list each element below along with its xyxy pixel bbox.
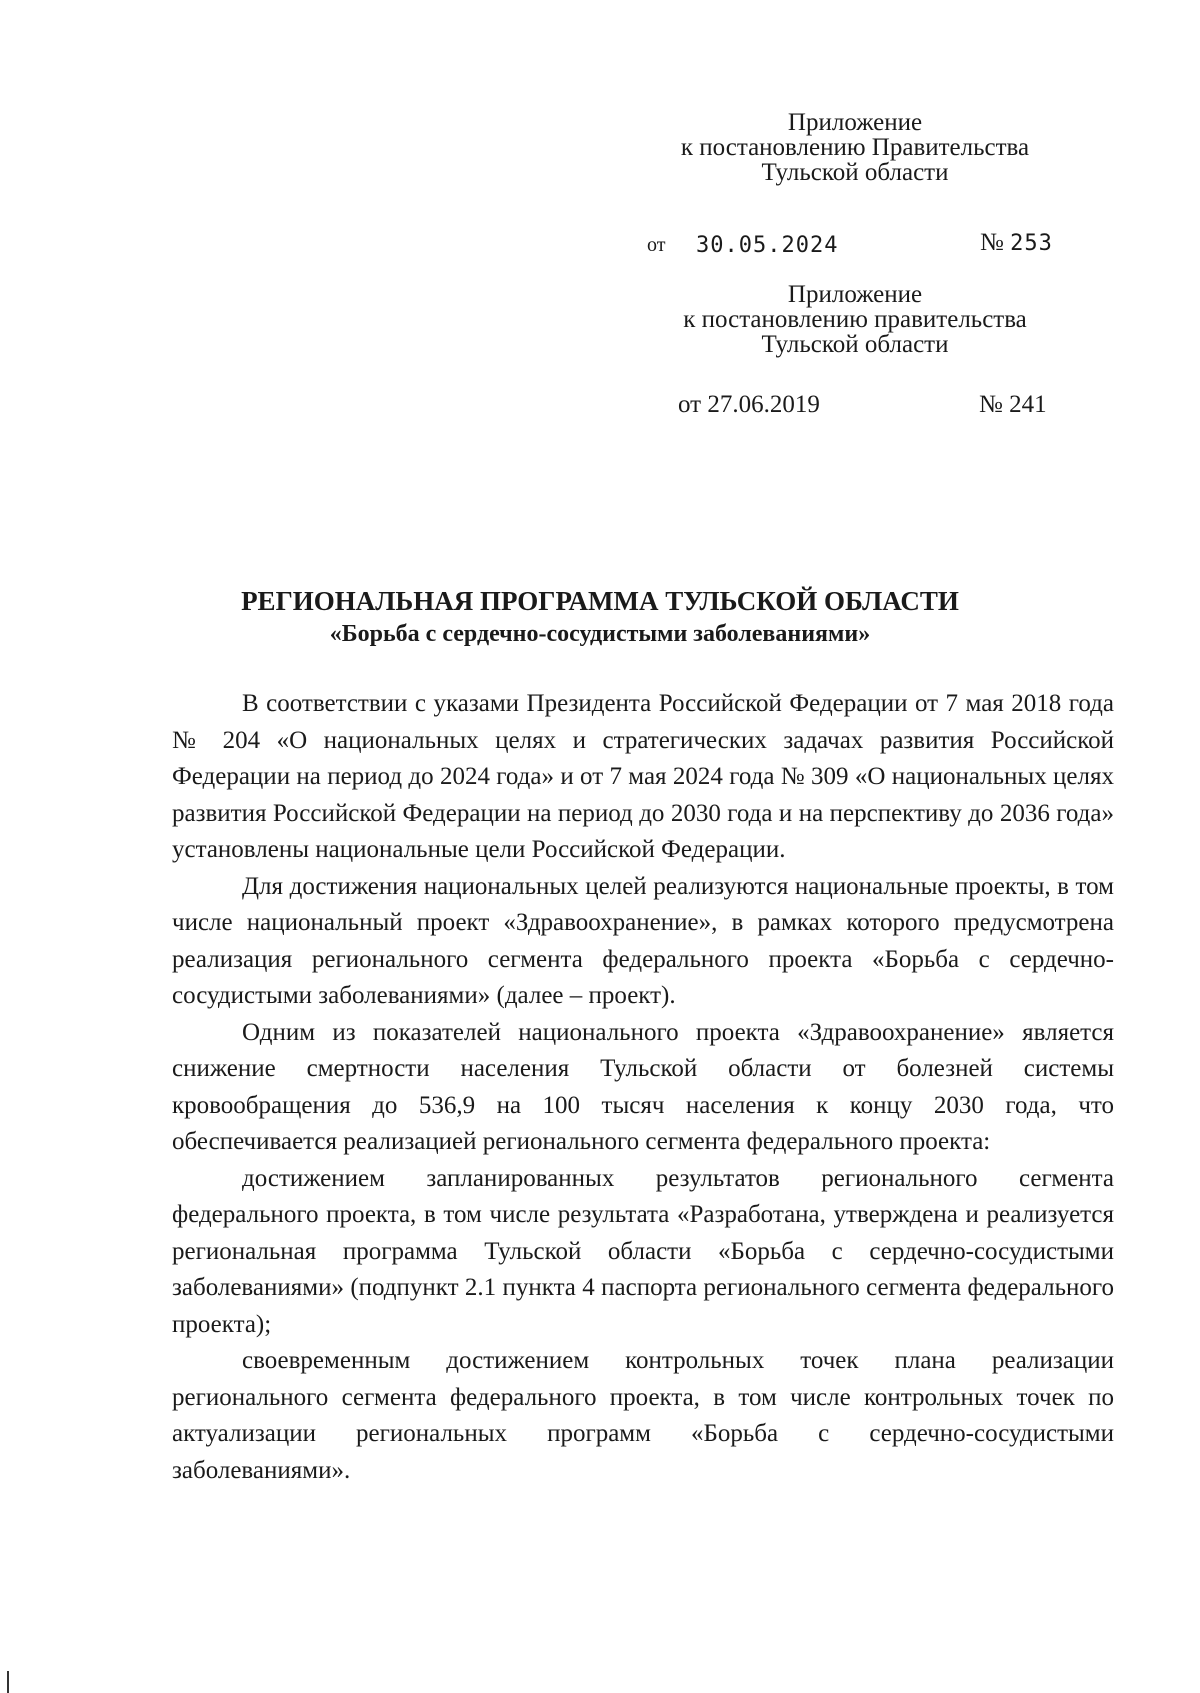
annex-label: Приложение [787, 109, 923, 136]
annex-region-line: Тульской области [761, 331, 949, 358]
annex-new-date-line [647, 230, 665, 258]
program-title: РЕГИОНАЛЬНАЯ ПРОГРАММА ТУЛЬСКОЙ ОБЛАСТИ [241, 586, 959, 616]
date-prefix: от [678, 391, 702, 418]
annex-new-number [980, 229, 1053, 257]
paragraph: своевременным достижением контрольных точек плана реализации регионального сегмента федерального проекта, в том числе контрольных точек по актуализации региональных программ «Борьба с сердечно-сосудистыми заболеваниями». [172, 1347, 1114, 1484]
annex-resolution-line: к постановлению Правительства [680, 134, 1030, 161]
annex-old-date: 27.06.2019 [707, 391, 820, 418]
paragraph: В соответствии с указами Президента Российской Федерации от 7 мая 2018 года № 204 «О национальных целях и стратегических задачах развития Российской Федерации на период до 2024 года» и от 7 мая 2024 года № 309 «О национальных целях развития Российской Федерации на период до 2030 года и на перспективу до 2036 года» установлены национальные цели Российской Федерации. [172, 690, 1114, 863]
number-value: 241 [1009, 391, 1047, 418]
annex-new-date: 30.05.2024 [696, 233, 839, 258]
annex-old-number [979, 391, 1047, 419]
date-prefix: от [647, 234, 666, 256]
paragraph: Для достижения национальных целей реализуются национальные проекты, в том числе национальный проект «Здравоохранение», в рамках которого предусмотрена реализация регионального сегмента федерального проекта «Борьба с сердечно-сосудистыми заболеваниями» (далее – проект). [172, 872, 1114, 1009]
annex-header-old [640, 282, 1070, 357]
number-sign: № [979, 391, 1003, 418]
margin-mark [7, 1671, 9, 1693]
number-sign: № [980, 229, 1004, 256]
program-subtitle: «Борьба с сердечно-сосудистыми заболеваниями» [329, 621, 871, 647]
annex-region-line: Тульской области [761, 159, 949, 186]
annex-label: Приложение [787, 281, 923, 308]
annex-header-new [640, 110, 1070, 185]
document-body [172, 686, 1114, 1489]
number-value: 253 [1010, 231, 1053, 256]
paragraph: Одним из показателей национального проекта «Здравоохранение» является снижение смертности населения Тульской области от болезней системы кровообращения до 536,9 на 100 тысяч населения к концу 2030 года, что обеспечивается реализацией регионального сегмента федерального проекта: [172, 1018, 1114, 1155]
annex-old-date-line [678, 391, 820, 419]
annex-resolution-line: к постановлению правительства [683, 306, 1027, 333]
paragraph: достижением запланированных результатов регионального сегмента федерального проекта, в том числе результата «Разработана, утверждена и реализуется региональная программа Тульской области «Борьба с сердечно-сосудистыми заболеваниями» (подпункт 2.1 пункта 4 паспорта регионального сегмента федерального проекта); [172, 1164, 1114, 1338]
